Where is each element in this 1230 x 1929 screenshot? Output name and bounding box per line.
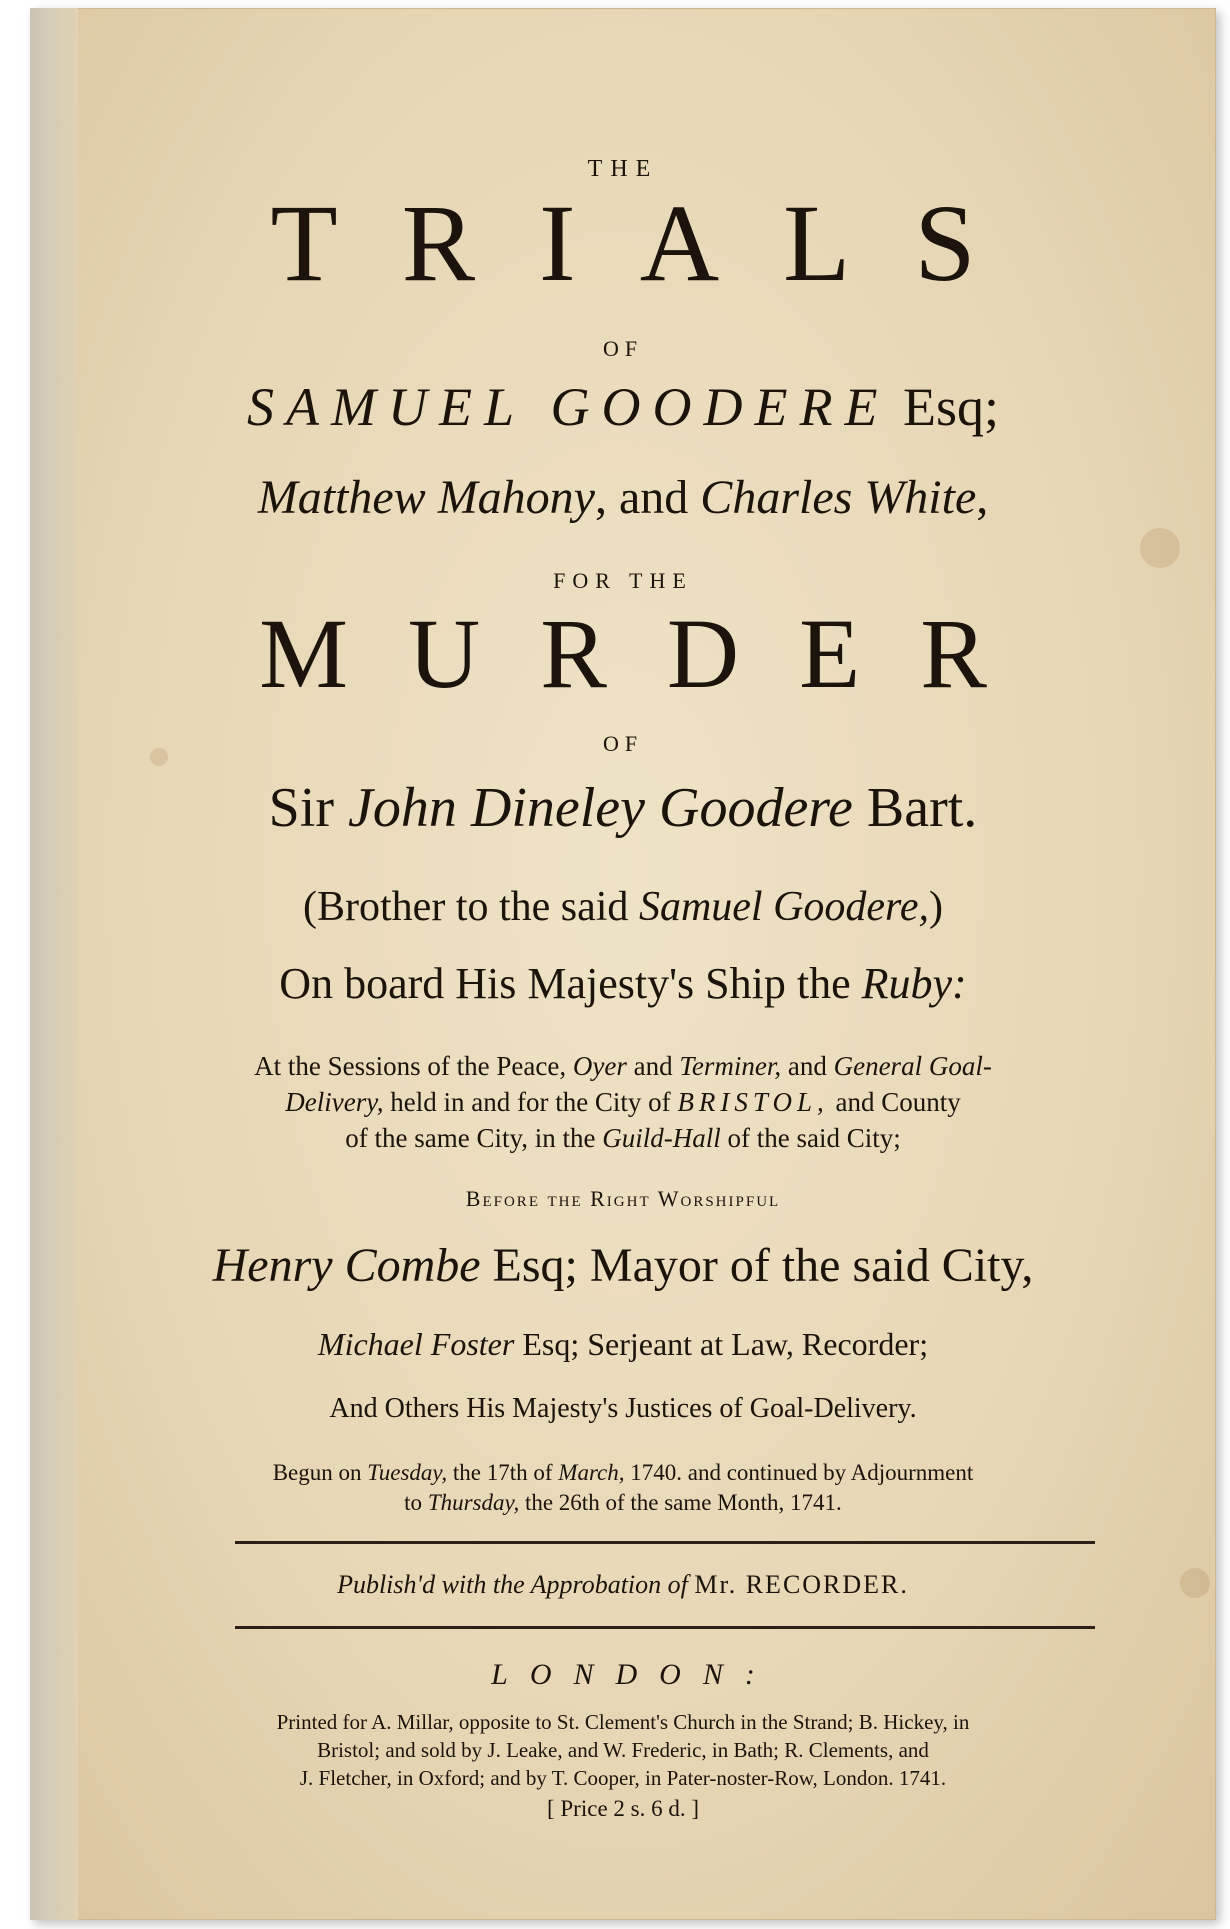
imprint-line-2: Bristol; and sold by J. Leake, and W. Frederic, in Bath; R. Clements, and bbox=[317, 1738, 929, 1762]
ship-line bbox=[30, 958, 1216, 1009]
published-line bbox=[30, 1570, 1216, 1600]
recorder-line bbox=[30, 1326, 1216, 1363]
sessions-guild-hall: Guild-Hall bbox=[602, 1123, 721, 1153]
defendants-2-3 bbox=[30, 470, 1216, 525]
sessions-text: and County bbox=[828, 1087, 961, 1117]
begun-text: Begun on bbox=[272, 1460, 368, 1485]
begun-march: March, bbox=[558, 1460, 625, 1485]
begun-thursday: Thursday, bbox=[427, 1490, 520, 1515]
divider-rule-bottom bbox=[235, 1626, 1095, 1629]
sessions-text: and bbox=[781, 1051, 834, 1081]
brother-line bbox=[30, 883, 1216, 931]
published-text: Publish'd with the Approbation of bbox=[337, 1570, 695, 1599]
others-line: And Others His Majesty's Justices of Goal-Delivery. bbox=[329, 1393, 917, 1424]
imprint-line-3: J. Fletcher, in Oxford; and by T. Cooper, in Pater-noster-Row, London. 1741. bbox=[299, 1766, 947, 1790]
imprint-line-1: Printed for A. Millar, opposite to St. Clement's Church in the Strand; B. Hickey, in bbox=[276, 1710, 970, 1734]
mayor-name: Henry Combe bbox=[212, 1239, 481, 1292]
sessions-general-goal: General Goal- bbox=[833, 1051, 992, 1081]
sessions-terminer: Terminer, bbox=[679, 1051, 782, 1081]
defendant-2-name: Matthew Mahony bbox=[257, 471, 595, 524]
before-line: Before the Right Worshipful bbox=[465, 1186, 781, 1211]
sessions-text: of the said City; bbox=[720, 1123, 901, 1153]
mayor-line bbox=[30, 1238, 1216, 1293]
recorder-name: Michael Foster bbox=[317, 1326, 515, 1362]
begun-text: to bbox=[404, 1490, 428, 1515]
defendant-3-name: Charles White bbox=[700, 471, 977, 524]
title-page bbox=[30, 8, 1216, 1920]
sessions-text: At the Sessions of the Peace, bbox=[254, 1051, 573, 1081]
defendant-1-name: SAMUEL GOODERE bbox=[247, 377, 890, 437]
defendants-comma: , bbox=[976, 471, 989, 524]
victim-title: Sir bbox=[268, 777, 349, 839]
sessions-text: and bbox=[626, 1051, 680, 1081]
ship-name: Ruby: bbox=[861, 959, 967, 1008]
mayor-title: Esq; Mayor of the said City, bbox=[480, 1239, 1034, 1292]
victim-suffix: Bart. bbox=[852, 777, 978, 839]
title-of-2: OF bbox=[602, 731, 644, 756]
begun-text: 1740. and continued by Adjournment bbox=[624, 1460, 974, 1485]
recorder-title: Esq; Serjeant at Law, Recorder; bbox=[514, 1326, 929, 1362]
begun-text: the 17th of bbox=[447, 1460, 559, 1485]
brother-close: ) bbox=[928, 884, 943, 930]
victim bbox=[30, 776, 1216, 840]
imprint-city: LONDON: bbox=[491, 1658, 777, 1691]
sessions-text: held in and for the City of bbox=[383, 1087, 678, 1117]
begun-tuesday: Tuesday, bbox=[367, 1460, 448, 1485]
sessions-bristol: BRISTOL, bbox=[677, 1087, 829, 1117]
sessions-paragraph bbox=[30, 1048, 1216, 1156]
defendant-1-suffix: Esq; bbox=[902, 377, 999, 437]
sessions-delivery: Delivery, bbox=[285, 1087, 384, 1117]
defendant-1 bbox=[30, 376, 1216, 438]
brother-name: Samuel Goodere, bbox=[638, 884, 929, 930]
published-recorder: Mr. RECORDER. bbox=[694, 1570, 909, 1599]
title-of-1: OF bbox=[602, 336, 644, 361]
sessions-text: of the same City, in the bbox=[345, 1123, 603, 1153]
title-murder: MURDER bbox=[259, 598, 1047, 709]
ship-text: On board His Majesty's Ship the bbox=[279, 959, 862, 1008]
imprint-paragraph bbox=[30, 1708, 1216, 1792]
begun-text: the 26th of the same Month, 1741. bbox=[519, 1490, 842, 1515]
defendants-conjunction: , and bbox=[594, 471, 701, 524]
price-line: [ Price 2 s. 6 d. ] bbox=[546, 1796, 700, 1821]
title-the: THE bbox=[587, 156, 659, 182]
title-trials: TRIALS bbox=[270, 182, 1040, 304]
foxing-spot bbox=[1140, 528, 1180, 568]
begun-paragraph bbox=[30, 1458, 1216, 1518]
brother-text: (Brother to the said bbox=[303, 884, 639, 930]
sessions-oyer: Oyer bbox=[572, 1051, 627, 1081]
divider-rule-top bbox=[235, 1541, 1095, 1544]
victim-name: John Dineley Goodere bbox=[348, 777, 853, 839]
title-for-the: FOR THE bbox=[553, 568, 693, 593]
